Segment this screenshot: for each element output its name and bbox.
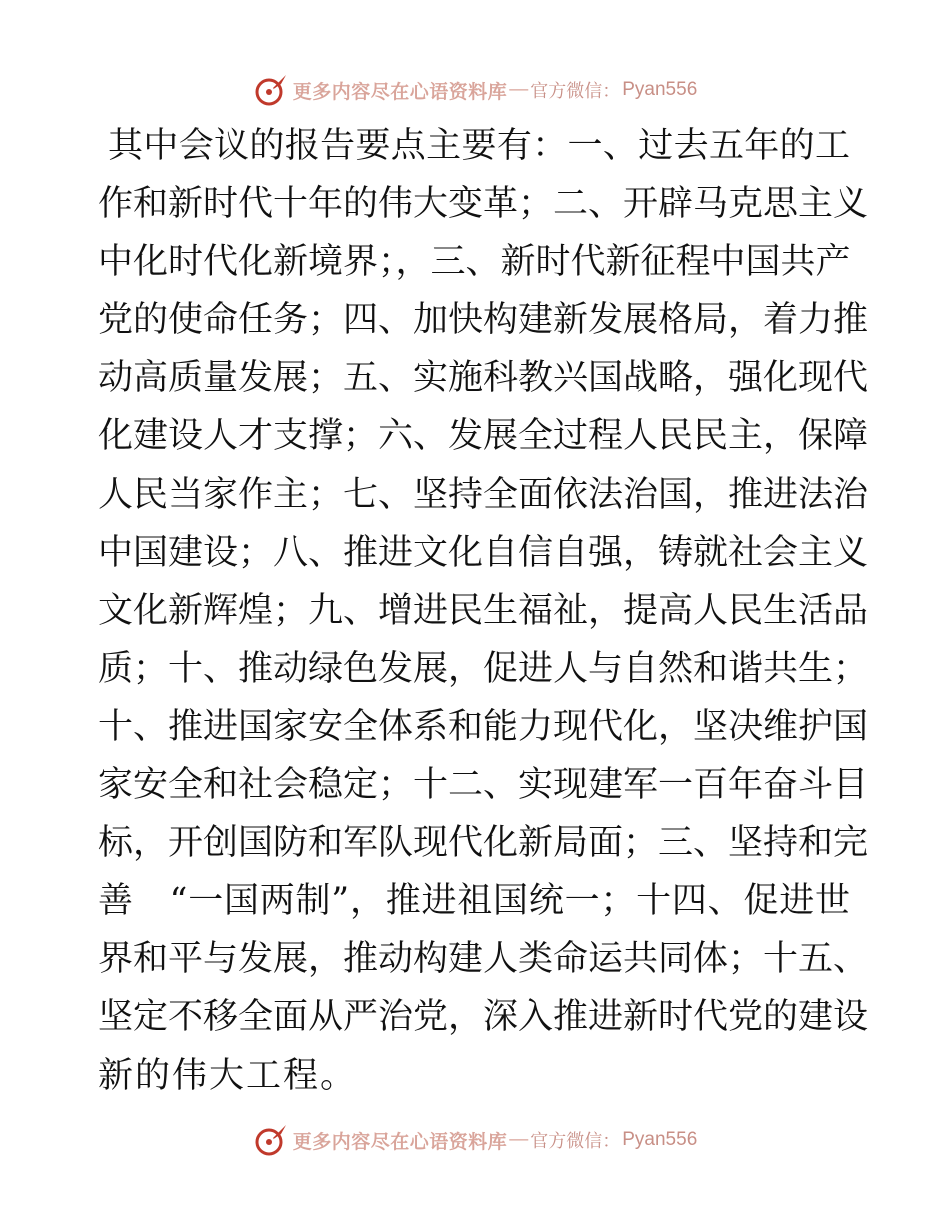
paragraph-line: 新的伟大工程。 — [98, 1055, 358, 1096]
paragraph-line: 质；十、推动绿色发展，促进人与自然和谐共生； — [98, 648, 869, 689]
paragraph-line: 坚定不移全面从严治党，深入推进新时代党的建设 — [98, 997, 869, 1038]
paragraph-line: 化建设人才支撑；六、发展全过程人民民主，保障 — [98, 416, 869, 457]
header-watermark — [0, 70, 950, 110]
paragraph-line: 文化新辉煌；九、增进民生福祉，提高人民生活品 — [98, 590, 869, 631]
footer-watermark — [0, 1120, 950, 1160]
paragraph-line: 标，开创国防和军队现代化新局面；三、坚持和完 — [98, 823, 869, 864]
paragraph-line: 动高质量发展；五、实施科教兴国战略，强化现代 — [98, 358, 869, 399]
paragraph-line: 人民当家作主；七、坚持全面依法治国，推进法治 — [98, 474, 869, 515]
paragraph-line: 界和平与发展，推动构建人类命运共同体；十五、 — [98, 939, 869, 980]
watermark-label: 官方微信： — [530, 81, 621, 102]
watermark-brand: 更多内容尽在心语资料库 — [292, 1130, 508, 1153]
watermark-brand: 更多内容尽在心语资料库 — [292, 80, 508, 103]
paragraph-line: 家安全和社会稳定；十二、实现建军一百年奋斗目 — [98, 765, 869, 806]
watermark-account: Pyan556 — [622, 79, 698, 100]
paragraph-line: 党的使命任务；四、加快构建新发展格局，着力推 — [98, 300, 869, 341]
watermark-label: 官方微信： — [530, 1131, 621, 1152]
paragraph-line: 作和新时代十年的伟大变革；二、开辟马克思主义 — [98, 184, 869, 225]
quill-logo-icon — [253, 72, 289, 108]
document-body — [98, 117, 869, 1105]
watermark-account: Pyan556 — [622, 1129, 698, 1150]
paragraph-line: 其中会议的报告要点主要有：一、过去五年的工 — [108, 126, 850, 166]
paragraph-line: 善 “一国两制”，推进祖国统一；十四、促进世 — [98, 881, 850, 922]
paragraph-line: 中国建设；八、推进文化自信自强，铸就社会主义 — [98, 532, 869, 573]
watermark-separator: — — [509, 1129, 529, 1150]
paragraph-line: 中化时代化新境界；，三、新时代新征程中国共产 — [98, 242, 851, 283]
paragraph-line: 十、推进国家安全体系和能力现代化，坚决维护国 — [98, 706, 869, 747]
quill-logo-icon — [253, 1122, 289, 1158]
watermark-separator: — — [509, 79, 529, 100]
